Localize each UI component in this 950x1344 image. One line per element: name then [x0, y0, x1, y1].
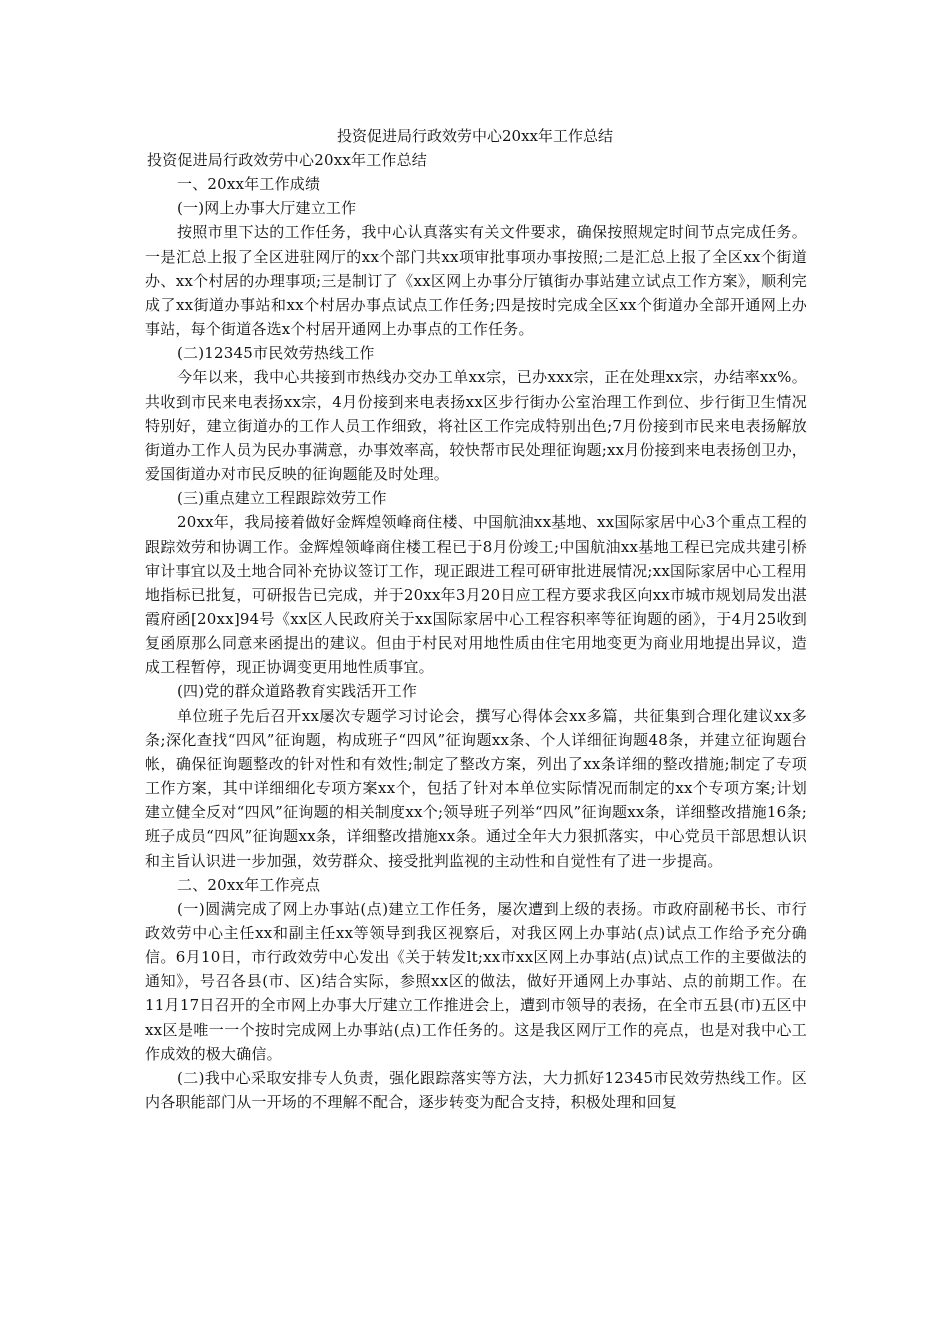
body-paragraph: 按照市里下达的工作任务，我中心认真落实有关文件要求，确保按照规定时间节点完成任务。一是汇总上报了全区进驻网厅的xx个部门共xx项审批事项办事按照;二是汇总上报了全区xx个街道办、xx个村居的办理事项;三是制订了《xx区网上办事分厅镇街办事站建立试点工作方案》，顺利完成了xx街道办事站和xx个村居办事点试点工作任务;四是按时完成全区xx个街道办全部开通网上办事站，每个街道各选x个村居开通网上办事点的工作任务。	[145, 223, 807, 339]
body-paragraph: (一)圆满完成了网上办事站(点)建立工作任务，屡次遭到上级的表扬。市政府副秘书长、市行政效劳中心主任xx和副主任xx等领导到我区视察后，对我区网上办事站(点)试点工作给予充分确信。6月10日，市行政效劳中心发出《关于转发lt;xx市xx区网上办事站(点)试点工作的主要做法的通知》，号召各县(市、区)结合实际，参照xx区的做法，做好开通网上办事站、点的前期工作。在11月17日召开的全市网上办事大厅建立工作推进会上，遭到市领导的表扬，在全市五县(市)五区中xx区是唯一一个按时完成网上办事站(点)工作任务的。这是我区网厅工作的亮点，也是对我中心工作成效的极大确信。	[145, 899, 807, 1063]
section-heading: 二、20xx年工作亮点	[177, 875, 321, 894]
body-paragraph: (二)我中心采取安排专人负责，强化跟踪落实等方法，大力抓好12345市民效劳热线工作。区内各职能部门从一开场的不理解不配合，逐步转变为配合支持，积极处理和回复	[145, 1068, 807, 1112]
section-heading: (一)网上办事大厅建立工作	[177, 199, 357, 218]
section-heading: 一、20xx年工作成绩	[177, 175, 321, 194]
document-title: 投资促进局行政效劳中心20xx年工作总结	[336, 127, 613, 145]
body-paragraph: 20xx年，我局接着做好金辉煌领峰商住楼、中国航油xx基地、xx国际家居中心3个重点工程的跟踪效劳和协调工作。金辉煌领峰商住楼工程已于8月份竣工;中国航油xx基地工程已完成共建引桥审计事宜以及土地合同补充协议签订工作，现正跟进工程可研审批进展情况;xx国际家居中心工程用地指标已批复，可研报告已完成，并于20xx年3月20日应工程方要求我区向xx市城市规划局发出湛霞府函[20xx]94号《xx区人民政府关于xx国际家居中心工程容积率等征询题的函》，于4月25收到复函原那么同意来函提出的建议。但由于村民对用地性质由住宅用地变更为商业用地提出异议，造成工程暂停，现正协调变更用地性质事宜。	[145, 513, 807, 677]
section-heading: (四)党的群众道路教育实践活开工作	[177, 682, 418, 701]
body-paragraph: 单位班子先后召开xx屡次专题学习讨论会，撰写心得体会xx多篇，共征集到合理化建议xx多条;深化查找“四风”征询题，构成班子“四风”征询题xx条、个人详细征询题48条，并建立征询题台帐，确保征询题整改的针对性和有效性;制定了整改方案，列出了xx条详细的整改措施;制定了专项工作方案，其中详细细化专项方案xx个，包括了针对本单位实际情况而制定的xx个专项方案;计划建立健全反对“四风”征询题的相关制度xx个;领导班子列举“四风”征询题xx条，详细整改措施16条;班子成员“四风”征询题xx条，详细整改措施xx条。通过全年大力狠抓落实，中心党员干部思想认识和主旨认识进一步加强，效劳群众、接受批判监视的主动性和自觉性有了进一步提高。	[145, 706, 807, 870]
section-heading: (三)重点建立工程跟踪效劳工作	[177, 489, 387, 508]
document-subtitle: 投资促进局行政效劳中心20xx年工作总结	[147, 151, 428, 169]
section-heading: (二)12345市民效劳热线工作	[177, 344, 375, 363]
body-paragraph: 今年以来，我中心共接到市热线办交办工单xx宗，已办xxx宗，正在处理xx宗，办结率xx%。共收到市民来电表扬xx宗，4月份接到来电表扬xx区步行街办公室治理工作到位、步行街卫生情况特别好，建立街道办的工作人员工作细致，将社区工作完成特别出色;7月份接到市民来电表扬解放街道办工作人员为民办事满意，办事效率高，较快帮市民处理征询题;xx月份接到来电表扬创卫办，爱国街道办对市民反映的征询题能及时处理。	[145, 368, 807, 484]
document-body	[145, 148, 807, 1114]
